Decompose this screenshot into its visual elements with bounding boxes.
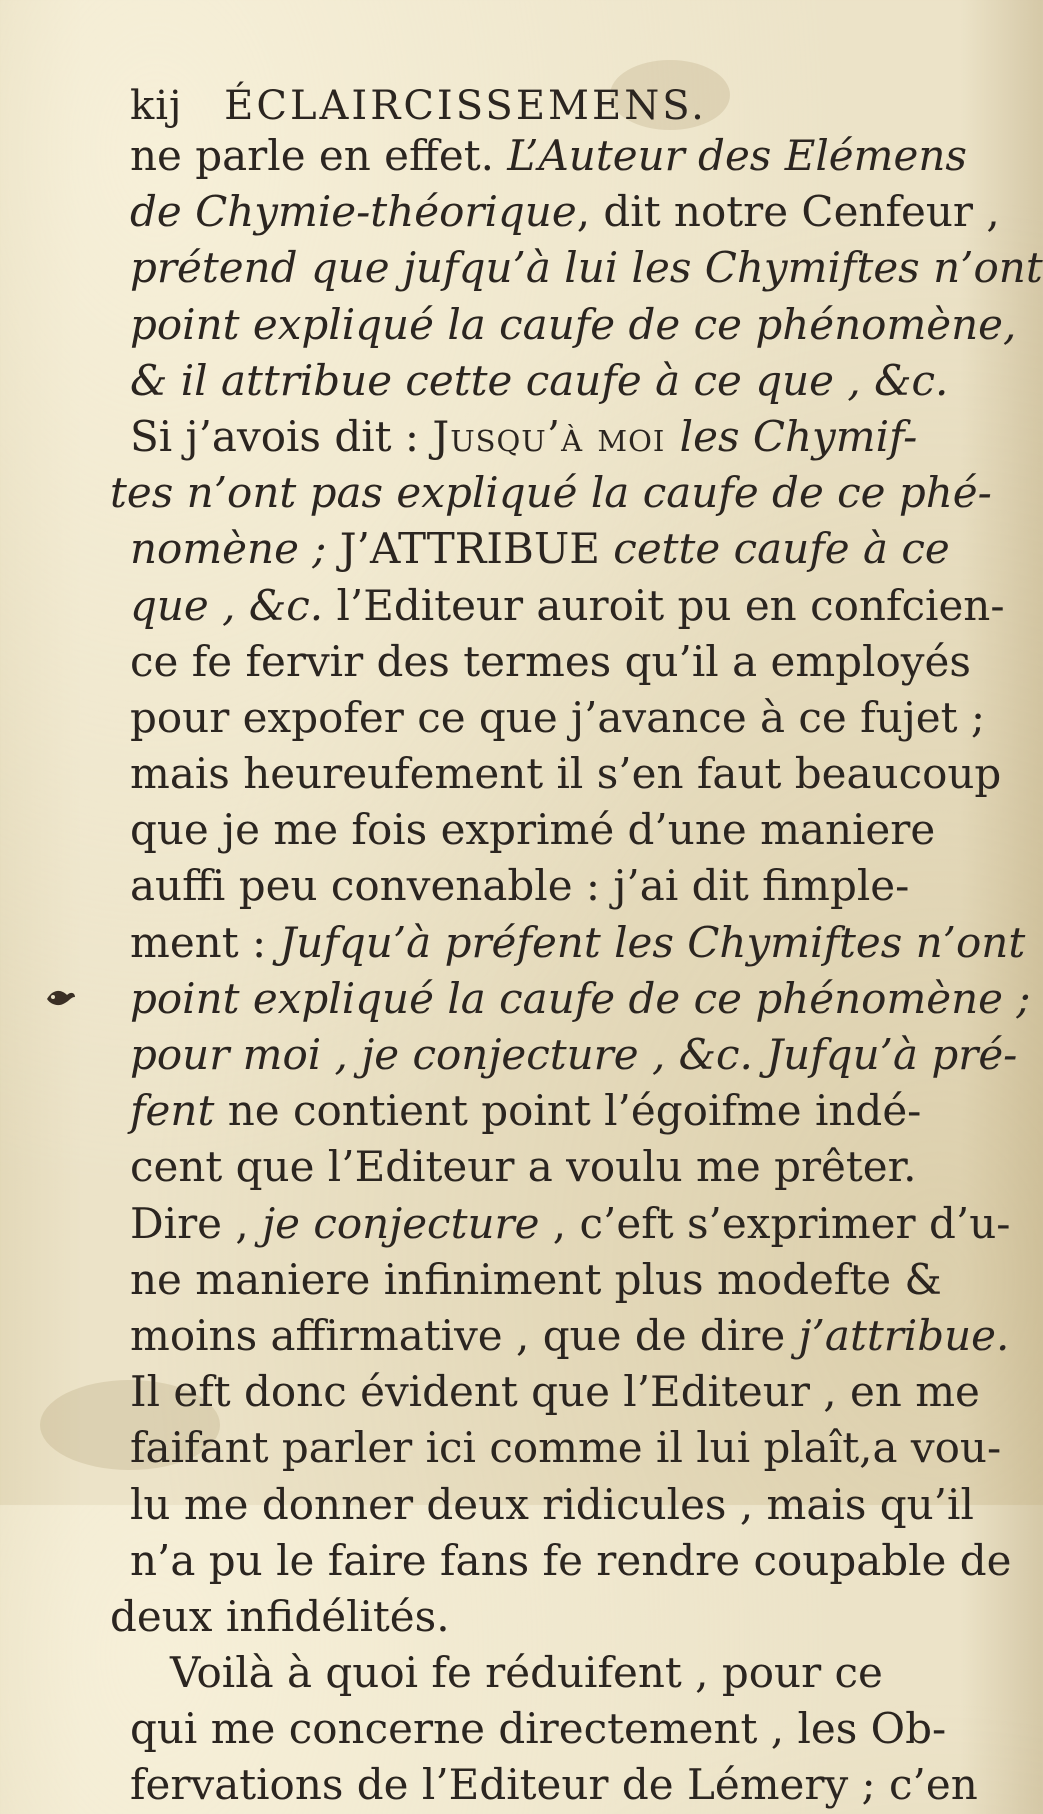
text-run: nomène ; (130, 524, 340, 574)
running-title: ÉCLAIRCISSEMENS. (224, 83, 707, 129)
text-line (130, 1701, 947, 1757)
text-run: ment : (130, 917, 280, 967)
text-line (130, 1027, 1018, 1083)
text-run: ne parle en effet. (130, 131, 508, 180)
text-line (130, 578, 1005, 634)
text-run: J’ATTRIBUE (339, 524, 614, 574)
text-line (130, 1420, 1002, 1476)
text-run: prétend que jufqu’à lui les Chymiftes n’ont (130, 243, 1043, 293)
text-run: pour moi , je conjecture , &c. Jufqu’à pré- (130, 1030, 1018, 1079)
text-run: fervations de l’Editeur de Lémery ; c’en (130, 1760, 978, 1810)
text-line (130, 409, 918, 465)
text-line (130, 1252, 942, 1308)
text-run: Il eft donc évident que l’Editeur , en me (130, 1367, 980, 1417)
text-line (130, 802, 936, 858)
text-run: moins affirmative , que de dire (130, 1310, 799, 1360)
text-run: cent que l’Editeur a voulu me prêter. (130, 1142, 917, 1192)
text-line (130, 1645, 883, 1701)
text-run: que je me fois exprimé d’une maniere (130, 805, 936, 855)
text-line (130, 746, 1002, 802)
text-run: deux infidélités. (110, 1591, 450, 1641)
text-line (130, 353, 949, 409)
text-line (130, 128, 967, 184)
text-run: L’Auteur des Elémens (507, 131, 967, 180)
text-run: ce fe fervir des termes qu’il a employés (130, 636, 971, 686)
text-line (130, 634, 971, 690)
text-run: pour expofer ce que j’avance à ce fujet ; (130, 692, 985, 742)
text-run: Dire , (130, 1198, 263, 1248)
text-line (130, 240, 1043, 296)
text-line (130, 1477, 974, 1533)
page-number: kij (130, 83, 183, 129)
text-run: de Chymie-théorique (130, 187, 577, 237)
text-line (130, 1196, 1011, 1252)
printer-ornament-icon (45, 985, 77, 1009)
text-line (130, 971, 1031, 1027)
text-run: & il attribue cette caufe à ce que , &c. (130, 355, 949, 405)
text-run: faifant parler ici comme il lui plaît,a vou- (130, 1423, 1002, 1473)
text-line (130, 184, 1000, 240)
page-header (130, 80, 770, 132)
text-run: mais heureufement il s’en faut beaucoup (130, 749, 1002, 799)
text-run: les Chymif- (679, 411, 918, 461)
text-run: que , &c. (130, 580, 337, 630)
body-text (110, 128, 1043, 1814)
text-run: Si j’avois dit : (130, 411, 433, 461)
text-run: ne contient point l’égoifme indé- (227, 1086, 922, 1136)
text-line (110, 1589, 780, 1645)
text-line (130, 1083, 922, 1139)
text-run: tes n’ont pas expliqué la caufe de ce phé- (110, 468, 992, 518)
text-run: , dit notre Cenfeur , (576, 187, 1000, 237)
text-line (130, 915, 1026, 971)
text-run: point expliqué la caufe de ce phénomène ; (130, 973, 1031, 1023)
text-line (130, 1364, 980, 1420)
text-line (130, 1308, 1010, 1364)
text-run: Jusqu’à moi (432, 411, 680, 461)
text-run: je conjecture (262, 1198, 540, 1248)
text-line (130, 1139, 917, 1195)
text-line (130, 690, 985, 746)
text-line (130, 297, 1017, 353)
text-run: j’attribue. (798, 1310, 1010, 1360)
text-run: Jufqu’à préfent les Chymiftes n’ont (279, 917, 1026, 967)
text-run: ne maniere infiniment plus modefte & (130, 1254, 942, 1304)
text-line (110, 465, 992, 521)
text-run: qui me concerne directement , les Ob- (130, 1704, 947, 1754)
text-run: auffi peu convenable : j’ai dit fimple- (130, 861, 910, 911)
text-run: point expliqué la caufe de ce phénomène, (130, 299, 1017, 349)
text-run: l’Editeur auroit pu en confcien- (336, 580, 1005, 630)
text-line (130, 858, 910, 914)
text-run: , c’eft s’exprimer d’u- (539, 1198, 1011, 1248)
text-run: fent (130, 1086, 228, 1136)
text-line (130, 1533, 1012, 1589)
text-run: Voilà à quoi fe réduifent , pour ce (170, 1648, 883, 1698)
text-line (130, 1757, 978, 1813)
text-line (130, 521, 950, 577)
text-run: cette caufe à ce (613, 524, 950, 574)
text-run: lu me donner deux ridicules , mais qu’il (130, 1479, 974, 1529)
text-run: n’a pu le faire fans fe rendre coupable de (130, 1535, 1012, 1585)
